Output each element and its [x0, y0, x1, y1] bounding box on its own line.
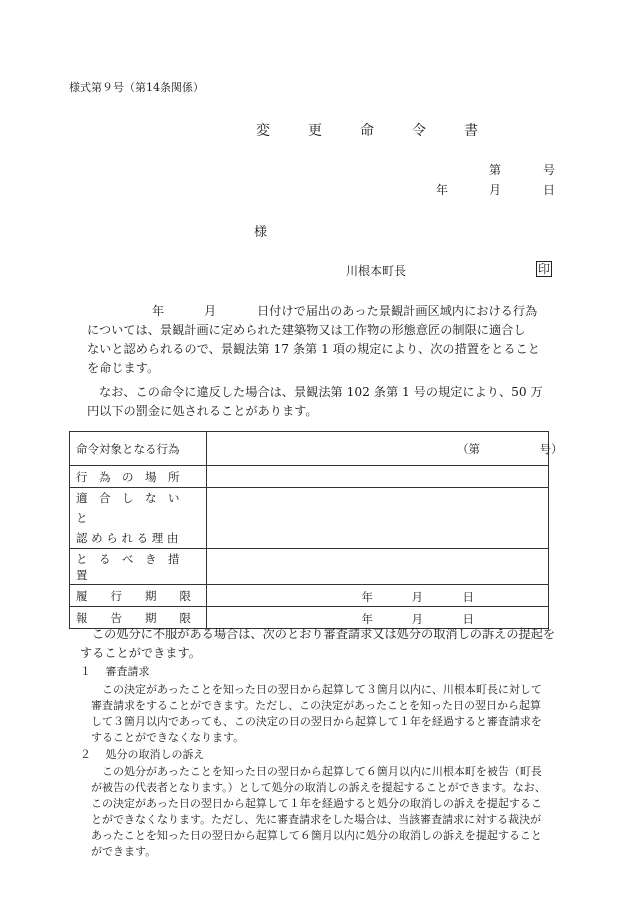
- document-title: 変 更 命 令 書: [256, 123, 490, 139]
- intro-line-1: 日付けで届出のあった景観計画区域内における行為: [257, 304, 538, 318]
- section-1-line-3: して３箇月以内であっても、この決定の日の翌日から起算して１年を経過すると審査請求を: [91, 715, 542, 728]
- appeal-lead-1: この処分に不服がある場合は、次のとおり審査請求又は処分の取消しの訴えの提起を: [92, 627, 556, 641]
- table-row: [70, 585, 549, 607]
- reason-label-line-1: 適 合 し な い と: [76, 491, 191, 525]
- date-month: 月: [489, 183, 502, 197]
- intro-year: 年: [152, 304, 165, 318]
- section-2-line-5: あったことを知った日の翌日から起算して６箇月以内に処分の取消しの訴えを提起すること: [91, 829, 542, 842]
- date-year: 年: [436, 183, 449, 197]
- deadline-day: 日: [462, 589, 474, 604]
- section-1-line-4: することができなくなります。: [91, 731, 245, 744]
- section-2-line-1: この処分があったことを知った日の翌日から起算して６箇月以内に川根本町を被告（町長: [102, 765, 542, 778]
- reason-label-line-2: 認 め ら れ る 理 由: [76, 531, 179, 545]
- table-row: [70, 549, 549, 585]
- row-value-compliance-deadline: [207, 585, 549, 607]
- section-1-heading: １ 審査請求: [80, 665, 150, 678]
- intro-month: 月: [204, 304, 217, 318]
- section-1-line-2: 審査請求をすることができます。ただし、この決定があったことを知った日の翌日から起算: [91, 699, 542, 712]
- row-label-target-act: 命令対象となる行為: [70, 432, 207, 466]
- row-value-target-act: [207, 432, 563, 466]
- section-1-line-1: この決定があったことを知った日の翌日から起算して３箇月以内に、川根本町長に対して: [102, 683, 542, 696]
- report-year: 年: [361, 611, 373, 626]
- deadline-year: 年: [361, 589, 373, 604]
- case-number-close: 号）: [539, 441, 563, 456]
- row-label-reason: [70, 488, 207, 549]
- intro-line-5: なお、この命令に違反した場合は、景観法第 102 条第 1 号の規定により、50 万: [99, 385, 543, 399]
- section-2-heading: ２ 処分の取消しの訴え: [80, 748, 205, 761]
- intro-line-6: 円以下の罰金に処されることがあります。: [87, 404, 318, 418]
- row-label-report-deadline: 報 告 期 限: [70, 607, 207, 629]
- table-row: [70, 488, 549, 549]
- case-number-open: （第: [457, 441, 480, 456]
- report-day: 日: [462, 611, 474, 626]
- section-2-line-6: ができます。: [91, 845, 157, 858]
- issuer-name: 川根本町長: [346, 264, 407, 278]
- row-label-compliance-deadline: 履 行 期 限: [70, 585, 207, 607]
- row-label-place: 行 為 の 場 所: [70, 466, 207, 488]
- table-row: [70, 432, 549, 466]
- row-value-reason: [207, 488, 549, 549]
- seal-mark: 印: [538, 262, 551, 276]
- intro-line-4: を命じます。: [87, 361, 160, 375]
- appeal-lead-2: することができます。: [80, 646, 201, 660]
- deadline-month: 月: [411, 589, 423, 604]
- date-day: 日: [543, 183, 556, 197]
- form-number: 様式第９号（第14条関係）: [69, 81, 204, 94]
- order-table: [69, 431, 563, 629]
- number-dai: 第: [489, 163, 502, 177]
- section-2-line-2: が被告の代表者となります。）として処分の取消しの訴えを提起することができます。なお、: [91, 781, 546, 794]
- number-go: 号: [543, 163, 556, 177]
- table-row: [70, 466, 549, 488]
- row-label-measures: と る べ き 措 置: [70, 549, 207, 585]
- intro-line-2: については、景観計画に定められた建築物又は工作物の形態意匠の制限に適合し: [87, 323, 526, 337]
- row-value-place: [207, 466, 549, 488]
- report-month: 月: [411, 611, 423, 626]
- section-2-line-3: この決定があった日の翌日から起算して１年を経過すると処分の取消しの訴えを提起するこ: [91, 797, 542, 810]
- row-value-measures: [207, 549, 549, 585]
- section-2-line-4: とができなくなります。ただし、先に審査請求をした場合は、当該審査請求に対する裁決が: [91, 813, 542, 826]
- intro-line-3: ないと認められるので、景観法第 17 条第 1 項の規定により、次の措置をとること: [87, 342, 540, 356]
- addressee-sama: 様: [254, 225, 268, 240]
